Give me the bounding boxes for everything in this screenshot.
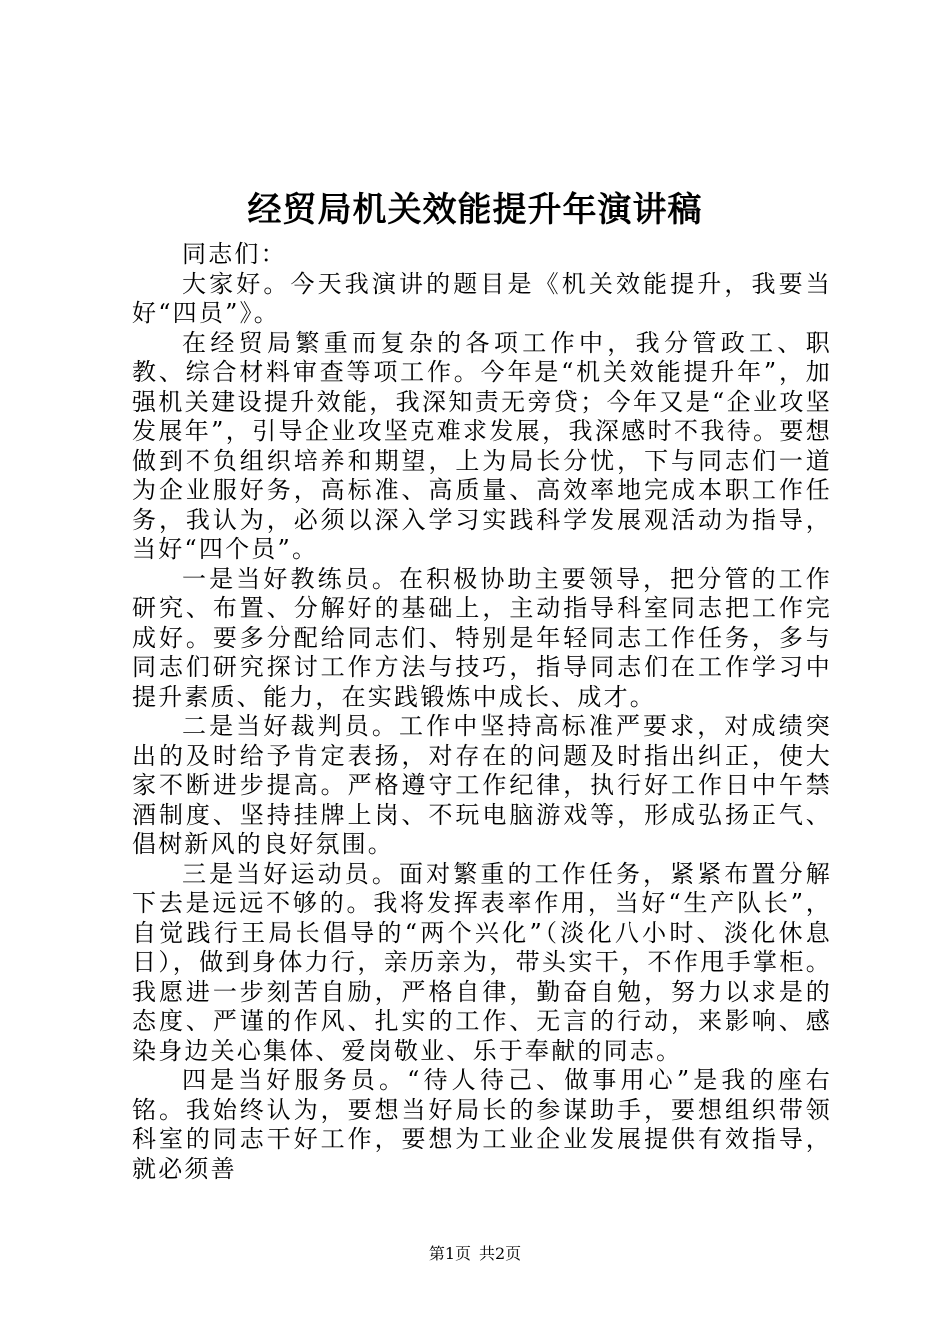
page-number: 第1页 bbox=[428, 1244, 471, 1263]
page-footer bbox=[0, 1243, 950, 1265]
paragraph-greeting: 同志们： bbox=[182, 240, 287, 268]
paragraph-athlete: 三是当好运动员。面对繁重的工作任务，紧紧布置分解下去是远远不够的。我将发挥表率作用，当好“生产队长”，自觉践行王局长倡导的“两个兴化”（淡化八小时、淡化休息日），做到身体力行，亲历亲为，带头实干，不作甩手掌柜。我愿进一步刻苦自励，严格自律，勤奋自勉，努力以求是的态度、严谨的作风、扎实的工作、无言的行动，来影响、感染身边关心集体、爱岗敬业、乐于奉献的同志。 bbox=[132, 859, 832, 1065]
paragraph-intro: 大家好。今天我演讲的题目是《机关效能提升，我要当好“四员”》。 bbox=[132, 269, 832, 327]
paragraph-server: 四是当好服务员。“待人待己、做事用心”是我的座右铭。我始终认为，要想当好局长的参谋助手，要想组织带领科室的同志干好工作，要想为工业企业发展提供有效指导，就必须善 bbox=[132, 1066, 832, 1183]
document-body bbox=[132, 240, 832, 1184]
document-title: 经贸局机关效能提升年演讲稿 bbox=[247, 190, 703, 230]
paragraph-referee: 二是当好裁判员。工作中坚持高标准严要求，对成绩突出的及时给予肯定表扬，对存在的问题及时指出纠正，使大家不断进步提高。严格遵守工作纪律，执行好工作日中午禁酒制度、坚持挂牌上岗、不玩电脑游戏等，形成弘扬正气、倡树新风的良好氛围。 bbox=[132, 712, 832, 858]
page-total: 共2页 bbox=[479, 1244, 522, 1263]
paragraph-background: 在经贸局繁重而复杂的各项工作中，我分管政工、职教、综合材料审查等项工作。今年是“机关效能提升年”，加强机关建设提升效能，我深知责无旁贷；今年又是“企业攻坚发展年”，引导企业攻坚克难求发展，我深感时不我待。要想做到不负组织培养和期望，上为局长分忧，下与同志们一道为企业服好务，高标准、高质量、高效率地完成本职工作任务，我认为，必须以深入学习实践科学发展观活动为指导，当好“四个员”。 bbox=[132, 328, 832, 563]
paragraph-coach: 一是当好教练员。在积极协助主要领导，把分管的工作研究、布置、分解好的基础上，主动指导科室同志把工作完成好。要多分配给同志们、特别是年轻同志工作任务，多与同志们研究探讨工作方法与技巧，指导同志们在工作学习中提升素质、能力，在实践锻炼中成长、成才。 bbox=[132, 564, 832, 711]
